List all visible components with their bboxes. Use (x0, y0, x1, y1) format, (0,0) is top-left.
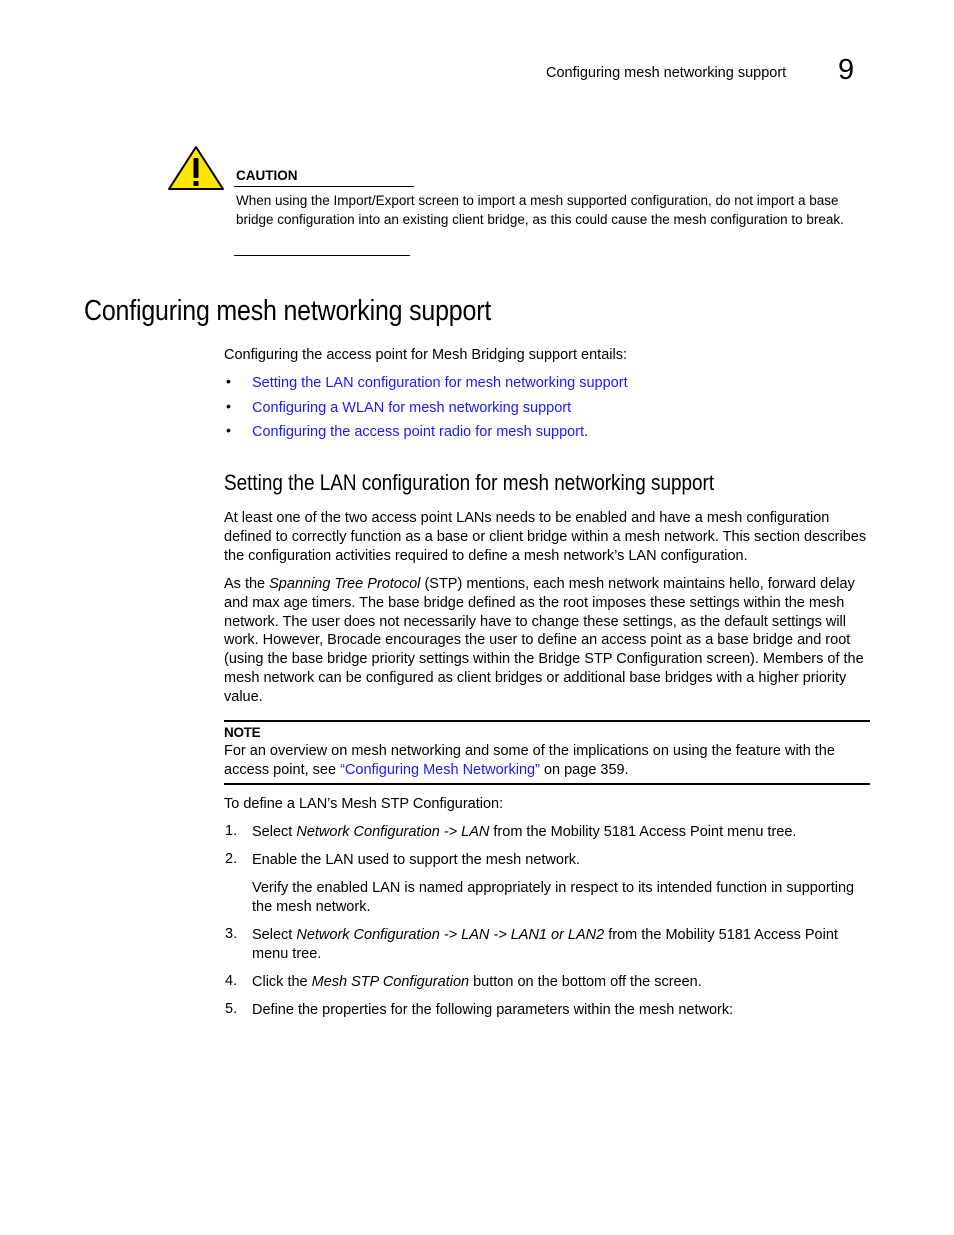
link-radio-config[interactable]: Configuring the access point radio for mesh support (252, 424, 585, 440)
procedure-intro: To define a LAN’s Mesh STP Configuration: (224, 796, 504, 812)
step-number: 1. (225, 823, 238, 839)
section-title: Configuring mesh networking support (84, 295, 492, 327)
subsection-paragraph-2: As the Spanning Tree Protocol (STP) mentions, each mesh network maintains hello, forward delay and max age timers. The base bridge defined as the root imposes these settings within the mesh network. The user does not necessarily have to change these settings, as the default settings will work. However, Brocade encourages the user to define an access point as a base bridge and root (using the base bridge priority settings within the Bridge STP Configuration screen). Members of the mesh network can be configured as client bridges or additional base bridges with a higher priority value. (224, 576, 864, 705)
bullet-marker: • (226, 373, 231, 389)
subsection-title: Setting the LAN configuration for mesh networking support (224, 470, 715, 495)
note-divider-bottom (224, 783, 870, 785)
link-lan-config[interactable]: Setting the LAN configuration for mesh networking support (252, 375, 628, 391)
caution-divider-bottom (234, 255, 410, 256)
section-intro: Configuring the access point for Mesh Bridging support entails: (224, 347, 627, 363)
link-mesh-networking[interactable]: “Configuring Mesh Networking” (340, 761, 540, 778)
running-header-title: Configuring mesh networking support (546, 65, 787, 81)
step-text: Enable the LAN used to support the mesh network. (252, 852, 581, 868)
step-text: Select Network Configuration -> LAN -> LAN1 or LAN2 from the Mobility 5181 Access Point menu tree. (252, 927, 838, 962)
step-number: 5. (225, 1001, 238, 1017)
bullet-item (252, 374, 897, 393)
step-text: Select Network Configuration -> LAN from the Mobility 5181 Access Point menu tree. (252, 824, 797, 840)
bullet-marker: • (226, 398, 231, 414)
caution-label: CAUTION (236, 168, 298, 183)
chapter-number: 9 (838, 54, 855, 86)
note-divider-top (224, 720, 870, 722)
link-wlan-config[interactable]: Configuring a WLAN for mesh networking support (252, 400, 572, 416)
subsection-paragraph-1: At least one of the two access point LANs needs to be enabled and have a mesh configuration defined to correctly function as a base or client bridge within a mesh network. This section describes the configuration activities required to define a mesh network’s LAN configuration. (224, 510, 867, 564)
bullet-item (252, 399, 897, 418)
step-number: 4. (225, 973, 238, 989)
bullet-marker: • (226, 422, 231, 438)
step-number: 2. (225, 851, 238, 867)
caution-divider-top (234, 186, 414, 187)
step-number: 3. (225, 926, 238, 942)
step-detail: Verify the enabled LAN is named appropriately in respect to its intended function in supporting the mesh network. (252, 880, 855, 915)
warning-triangle-icon (167, 145, 225, 191)
step-text: Define the properties for the following parameters within the mesh network: (252, 1002, 734, 1018)
step-text: Click the Mesh STP Configuration button on the bottom off the screen. (252, 974, 702, 990)
bullet-item: Configuring the access point radio for mesh support. (252, 424, 589, 440)
caution-text: When using the Import/Export screen to import a mesh supported configuration, do not import a base bridge configuration into an existing client bridge, as this could cause the mesh configuration to break. (236, 193, 844, 227)
note-text: For an overview on mesh networking and some of the implications on using the feature with the access point, see “Configuring Mesh Networking” on page 359. (224, 743, 835, 778)
note-label: NOTE (224, 725, 261, 740)
